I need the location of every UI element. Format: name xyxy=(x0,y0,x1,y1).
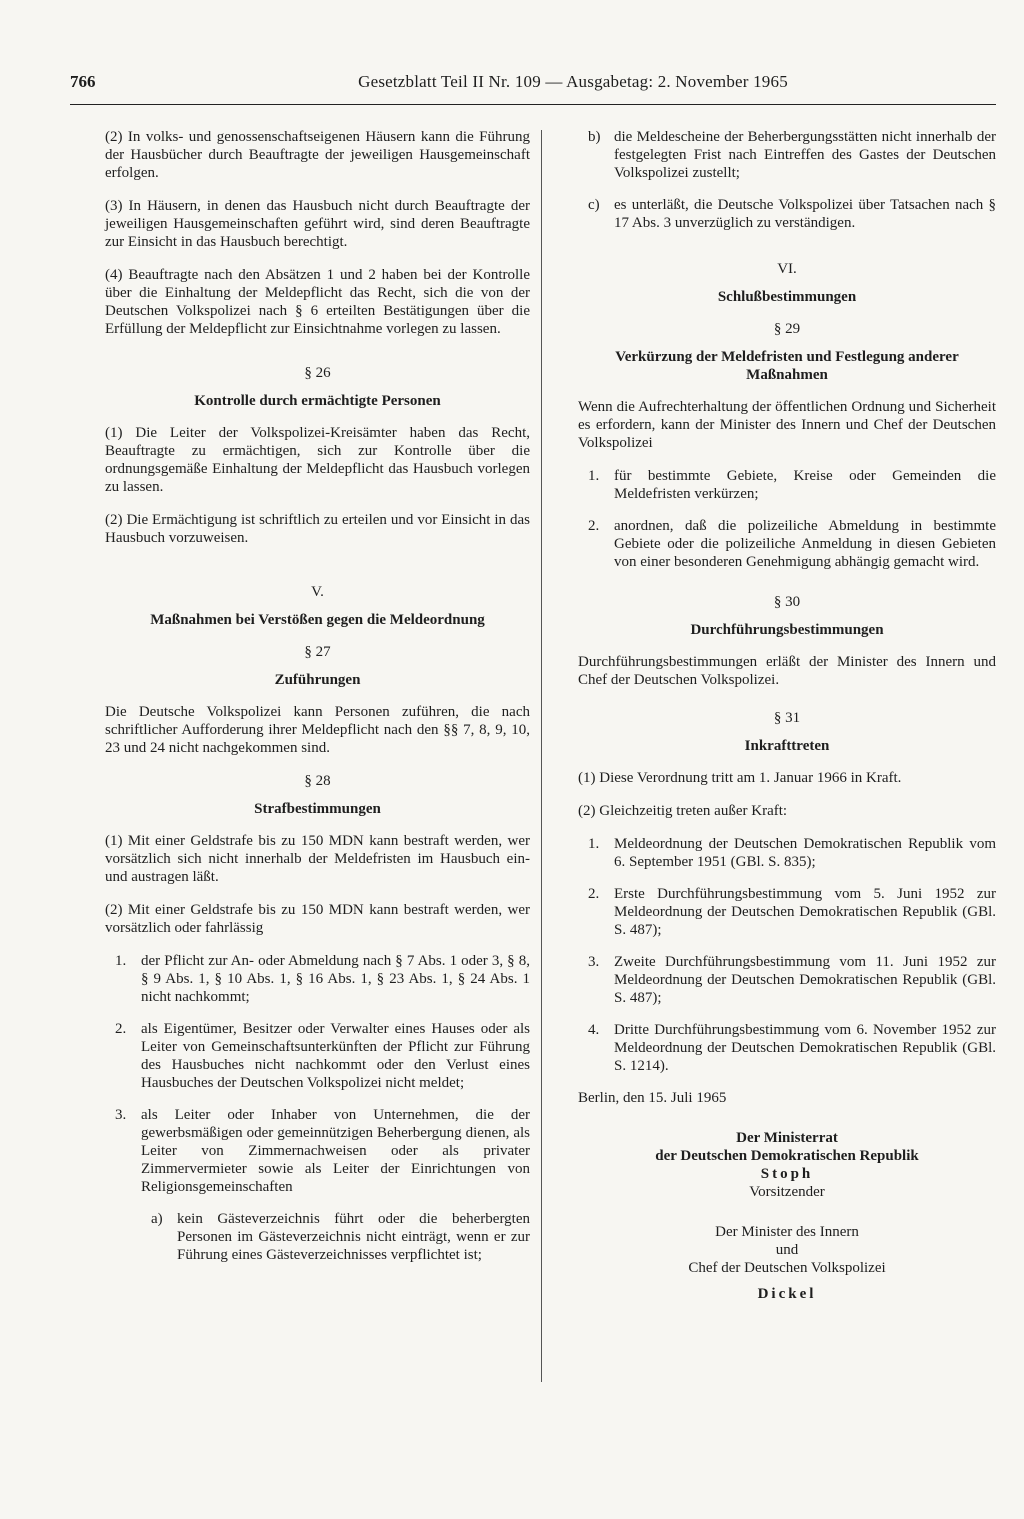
section-title: Kontrolle durch ermächtigte Personen xyxy=(194,393,441,409)
list-item-text: die Meldescheine der Beherbergungsstätten nicht innerhalb der festgelegten Frist nach Eintreffen des Gastes der Deutschen Volkspolizei zustellt; xyxy=(614,129,996,181)
list-item-number: 3. xyxy=(588,954,600,970)
list-item-text: als Leiter oder Inhaber von Unternehmen, die der gewerbsmäßigen oder gemeinnützigen Beherbergung dienen, als Leiter von Zimmernachweisen oder als privater Zimmervermieter sowie als Leiter der Einrichtungen von Religionsgemeinschaften xyxy=(141,1107,530,1195)
list-item-text: Erste Durchführungsbestimmung vom 5. Juni 1952 zur Meldeordnung der Deutschen Demokratischen Republik (GBl. S. 487); xyxy=(614,886,996,938)
list-item-number: 2. xyxy=(588,886,600,902)
list-item-number: 2. xyxy=(588,518,600,534)
paragraph: (2) Die Ermächtigung ist schriftlich zu erteilen und vor Einsicht in das Hausbuch vorzuweisen. xyxy=(105,512,530,546)
place-date: Berlin, den 15. Juli 1965 xyxy=(578,1090,727,1106)
list-item-number: 1. xyxy=(115,953,127,969)
list-item xyxy=(105,1106,530,1196)
list-item-text: kein Gästeverzeichnis führt oder die beherbergten Personen im Gästeverzeichnis nicht einträgt, wenn er zur Führung eines Gästeverzeichnisses verpflichtet ist; xyxy=(177,1211,530,1263)
list-item xyxy=(578,835,996,871)
signatory-name: Stoph xyxy=(760,1166,814,1182)
list-item xyxy=(578,1021,996,1075)
list-item-text: für bestimmte Gebiete, Kreise oder Gemeinden die Meldefristen verkürzen; xyxy=(614,468,996,502)
chapter-number: VI. xyxy=(777,261,797,277)
paragraph: (1) Mit einer Geldstrafe bis zu 150 MDN kann bestraft werden, wer vorsätzlich sich nicht innerhalb der Meldefristen im Hausbuch ein- und austragen läßt. xyxy=(105,833,530,885)
list-item xyxy=(578,517,996,571)
signature-body-line: der Deutschen Demokratischen Republik xyxy=(655,1148,919,1164)
signatory-role: Der Minister des Innern xyxy=(715,1224,859,1240)
right-column xyxy=(578,128,996,1303)
paragraph: (1) Diese Verordnung tritt am 1. Januar 1966 in Kraft. xyxy=(578,770,902,786)
sub-list-item xyxy=(578,196,996,232)
chapter-number: V. xyxy=(311,584,324,600)
section-number: § 30 xyxy=(773,594,801,610)
sub-list-item xyxy=(141,1210,530,1264)
list-item-text: als Eigentümer, Besitzer oder Verwalter eines Hauses oder als Leiter von Gemeinschaftsunterkünften der Pflicht zur Führung des Hausbuches nicht nachkommt oder den Verlust eines Hausbuches der Deutschen Volkspolizei nicht meldet; xyxy=(141,1021,530,1091)
chapter-title: Schlußbestimmungen xyxy=(717,289,857,305)
list-item-number: 4. xyxy=(588,1022,600,1038)
list-item-text: der Pflicht zur An- oder Abmeldung nach § 7 Abs. 1 oder 3, § 8, § 9 Abs. 1, § 10 Abs. 1, § 16 Abs. 1, § 23 Abs. 1, § 24 Abs. 1 nicht nachkommt; xyxy=(141,953,530,1005)
paragraph: Wenn die Aufrechterhaltung der öffentlichen Ordnung und Sicherheit es erfordern, kann der Minister des Innern und Chef der Deutschen Volkspolizei xyxy=(578,399,996,451)
list-item-text: anordnen, daß die polizeiliche Abmeldung in bestimmte Gebiete oder die polizeiliche Anmeldung in diesen Gebieten von einer besonderen Genehmigung abhängig gemacht wird. xyxy=(614,518,996,570)
signature-block xyxy=(578,1129,996,1303)
list-item xyxy=(105,1020,530,1092)
list-item xyxy=(578,953,996,1007)
list-item-number: a) xyxy=(151,1211,163,1227)
signature-body-line: Der Ministerrat xyxy=(736,1130,838,1146)
section-number: § 27 xyxy=(304,644,331,660)
paragraph: (2) Mit einer Geldstrafe bis zu 150 MDN kann bestraft werden, wer vorsätzlich oder fahrlässig xyxy=(105,902,530,936)
list-item-number: 3. xyxy=(115,1107,127,1123)
list-item-text: es unterläßt, die Deutsche Volkspolizei über Tatsachen nach § 17 Abs. 3 unverzüglich zu verständigen. xyxy=(614,197,996,231)
section-number: § 29 xyxy=(773,321,801,337)
section-title: Strafbestimmungen xyxy=(254,801,381,817)
section-title: Zuführungen xyxy=(274,672,361,688)
signatory-role: Vorsitzender xyxy=(749,1184,825,1200)
left-column xyxy=(105,128,530,1278)
paragraph: Durchführungsbestimmungen erläßt der Minister des Innern und Chef der Deutschen Volkspolizei. xyxy=(578,654,996,688)
section-number: § 31 xyxy=(773,710,801,726)
paragraph: (1) Die Leiter der Volkspolizei-Kreisämter haben das Recht, Beauftragte zu ermächtigen, sich zur Kontrolle über die ordnungsgemäße Einhaltung der Meldepflicht das Hausbuch vorlegen zu lassen. xyxy=(105,425,530,495)
paragraph: (2) In volks- und genossenschaftseigenen Häusern kann die Führung der Hausbücher durch Beauftragte der jeweiligen Hausgemeinschaft erfolgen. xyxy=(105,129,530,181)
paragraph: (3) In Häusern, in denen das Hausbuch nicht durch Beauftragte der jeweiligen Hausgemeinschaften geführt wird, sind deren Beauftragte zur Einsicht in das Hausbuch berechtigt. xyxy=(105,198,530,250)
list-item-text: Dritte Durchführungsbestimmung vom 6. November 1952 zur Meldeordnung der Deutschen Demokratischen Republik (GBl. S. 1214). xyxy=(614,1022,996,1074)
section-number: § 26 xyxy=(304,365,331,381)
list-item xyxy=(105,952,530,1006)
section-title: Inkrafttreten xyxy=(744,738,830,754)
list-item-number: 2. xyxy=(115,1021,127,1037)
page-title: Gesetzblatt Teil II Nr. 109 — Ausgabetag: 2. November 1965 xyxy=(358,72,788,91)
paragraph: (4) Beauftragte nach den Absätzen 1 und 2 haben bei der Kontrolle über die Einhaltung der Meldepflicht das Recht, sich die von der Deutschen Volkspolizei nach § 6 erteilten Bestätigungen über die Erfüllung der Meldepflicht zur Einsichtnahme vorlegen zu lassen. xyxy=(105,267,530,337)
list-item-number: 1. xyxy=(588,836,600,852)
section-number: § 28 xyxy=(304,773,331,789)
list-item-number: c) xyxy=(588,197,600,213)
list-item-text: Zweite Durchführungsbestimmung vom 11. Juni 1952 zur Meldeordnung der Deutschen Demokratischen Republik (GBl. S. 487); xyxy=(614,954,996,1006)
signatory-name: Dickel xyxy=(757,1286,817,1302)
paragraph: (2) Gleichzeitig treten außer Kraft: xyxy=(578,803,788,819)
page-header xyxy=(70,70,996,105)
list-item-text: Meldeordnung der Deutschen Demokratischen Republik vom 6. September 1951 (GBl. S. 835); xyxy=(614,836,996,870)
column-divider xyxy=(541,130,542,1382)
page-number: 766 xyxy=(70,72,96,91)
chapter-title: Maßnahmen bei Verstößen gegen die Meldeordnung xyxy=(150,612,485,628)
signatory-role: und xyxy=(775,1242,799,1258)
section-title: Verkürzung der Meldefristen und Festlegung anderer Maßnahmen xyxy=(615,349,959,383)
list-item xyxy=(578,885,996,939)
section-title: Durchführungsbestimmungen xyxy=(690,622,884,638)
signatory-role: Chef der Deutschen Volkspolizei xyxy=(688,1260,886,1276)
list-item xyxy=(578,467,996,503)
list-item-number: b) xyxy=(588,129,601,145)
list-item-number: 1. xyxy=(588,468,600,484)
sub-list-item xyxy=(578,128,996,182)
paragraph: Die Deutsche Volkspolizei kann Personen zuführen, die nach schriftlicher Aufforderung ihrer Meldepflicht nach den §§ 7, 8, 9, 10, 23 und 24 nicht nachgekommen sind. xyxy=(105,704,530,756)
